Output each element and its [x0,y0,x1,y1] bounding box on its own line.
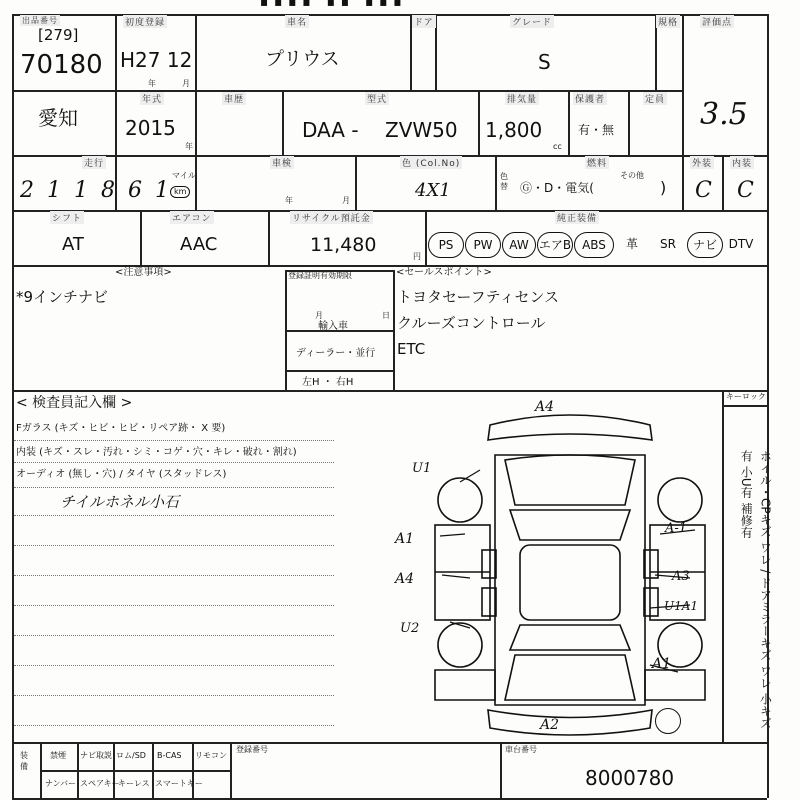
fuel-close-paren: ) [660,178,667,197]
footer-label-6: ナンバー [45,779,77,788]
lot-number: 70180 [20,50,103,80]
mark-bottom: A2 [540,717,560,733]
hdr-recycle: リサイクル預託金 [290,211,373,224]
hdr-spec: 規格 [656,15,680,28]
check-circle [655,708,681,734]
hdr-lot: 出品番号 [22,16,58,25]
hdr-score: 評価点 [700,15,734,28]
hdr-car-name: 車名 [285,15,309,28]
first-reg: H27 12 [120,48,193,72]
footer-label-4: B-CAS [157,751,182,760]
hdr-fuel: 燃料 [585,156,609,169]
footer-label-7: スペアキー [80,779,120,788]
shift: AT [62,234,84,255]
handwritten-note: チイルホネル小石 [60,493,179,511]
grade: S [538,50,551,74]
registration-label: 登録証明有効期限 [288,271,352,280]
hdr-capacity2: 定員 [643,92,667,105]
inspector-title: < 検査員記入欄 > [16,395,133,411]
equipment-row [428,230,766,260]
hdr-inspection: 車検 [270,156,294,169]
model-year: 2015 [125,116,176,140]
mark-right-bottom: A1 [652,656,672,672]
inspection-year-unit: 年 [285,196,293,205]
hdr-exterior: 外装 [690,156,714,169]
equipment-0: PS [428,232,464,258]
chassis-number: 8000780 [585,766,675,790]
exterior: C [695,178,712,203]
hdr-color: 色 (Col.No) [400,156,462,169]
footer-label-2: ナビ取説 [80,751,112,760]
model-prefix: DAA - [302,118,359,142]
sales-point-3: ETC [397,340,426,358]
hdr-interior: 内装 [730,156,754,169]
notes-text: *9インチナビ [16,288,109,306]
first-reg-month-unit: 月 [182,79,190,88]
footer-label-8: キーレス [118,779,150,788]
mark-left-mid1: A1 [395,531,415,547]
hdr-ac: エアコン [170,211,214,224]
model-year-unit: 年 [185,142,193,151]
reg-month: 月 [315,311,323,320]
cc-unit: cc [553,142,562,151]
equipment-1: PW [465,232,501,258]
hdr-capacity: 保護者 [573,92,607,105]
dealer: ディーラー・並行 [296,348,376,359]
displacement: 1,800 [485,118,543,142]
hdr-mileage: 走行 [82,156,106,169]
fuel-other: その他 [620,171,644,180]
equipment-6: SR [660,237,676,251]
mark-top: A4 [535,399,555,415]
color-change: 色替 [500,172,508,192]
region: 愛知 [38,106,78,130]
inspector-line-1: Fガラス (キズ・ヒビ・ヒビ・リペア跡・ X 要) [16,423,226,434]
hdr-door: ドア [412,15,436,28]
keylock-label: キーロック [726,392,766,401]
equipment-8: DTV [728,237,754,251]
equipment-7: ナビ [687,232,723,258]
equipment-3: エアB [537,232,573,258]
inspection-month-unit: 月 [342,196,350,205]
sales-point-2: クルーズコントロール [397,314,546,332]
first-reg-year-unit: 年 [148,79,156,88]
mark-left-mid2: A4 [395,571,415,587]
hdr-shift: シフト [50,211,84,224]
hdr-model-year: 年式 [140,92,164,105]
hdr-displacement: 排気量 [505,92,539,105]
hdr-model: 型式 [365,92,389,105]
ac: AAC [180,234,218,255]
mark-right-lower: U1A1 [664,599,699,613]
hdr-equipment: 純正装備 [555,211,599,224]
hdr-vehicle: 車歴 [222,92,246,105]
equipment-2: AW [502,232,536,258]
mark-right-mid: A3 [672,569,690,584]
inspector-line-2: 内装 (キズ・スレ・汚れ・シミ・コゲ・穴・キレ・破れ・割れ) [16,447,297,458]
steering: 左H ・ 右H [302,377,354,388]
mark-left-lower: U2 [400,621,420,636]
capacity-options: 有・無 [578,123,615,137]
keylock-side-text: ホイル・CPキズ ワレ / ドアミラーキズ ワレ 小キズ有 小U有 補修有 [739,450,773,729]
import-label: 輸入車 [318,321,348,332]
interior: C [737,178,754,203]
hdr-grade: グレード [510,15,554,28]
recycle: 11,480 [310,234,377,256]
lot-label: [279] [38,26,79,44]
footer-label-0: 装備 [20,751,28,772]
notes-label: <注意事項> [115,267,172,278]
sales-point-1: トヨタセーフティセンス [397,288,560,306]
sales-label: <セールスポイント> [396,267,492,278]
mileage-unit-km: km [170,186,190,198]
footer-label-9: スマートキー [155,779,203,788]
mileage: 2 1 1 8 6 1 [20,178,172,203]
inspector-line-3: オーディオ (無し・穴) / タイヤ (スタッドレス) [16,469,227,480]
reg-no-label: 登録番号 [236,745,268,754]
footer-label-3: ロム/SD [116,751,146,760]
reg-day: 日 [382,311,390,320]
chassis-label: 車台番号 [505,745,537,754]
mileage-unit-mile: マイル [172,171,196,180]
sheet-title: ▪▪▪▪ ▪▪ ▪▪▪ [260,0,408,9]
footer-label-5: リモコン [195,751,227,760]
model-code: ZVW50 [385,118,458,142]
hdr-first-reg: 初度登録 [123,15,167,28]
yen-unit: 円 [413,252,421,261]
mark-left-upper: U1 [412,461,432,476]
color: 4X1 [415,180,451,201]
score: 3.5 [700,97,748,132]
fuel-options: Ⓖ・D・電気( [520,181,594,195]
equipment-5: 革 [625,237,638,251]
footer-label-1: 禁煙 [50,751,66,760]
car-name: プリウス [265,48,340,70]
mark-right-upper: A-1 [665,521,688,536]
equipment-4: ABS [574,232,614,258]
